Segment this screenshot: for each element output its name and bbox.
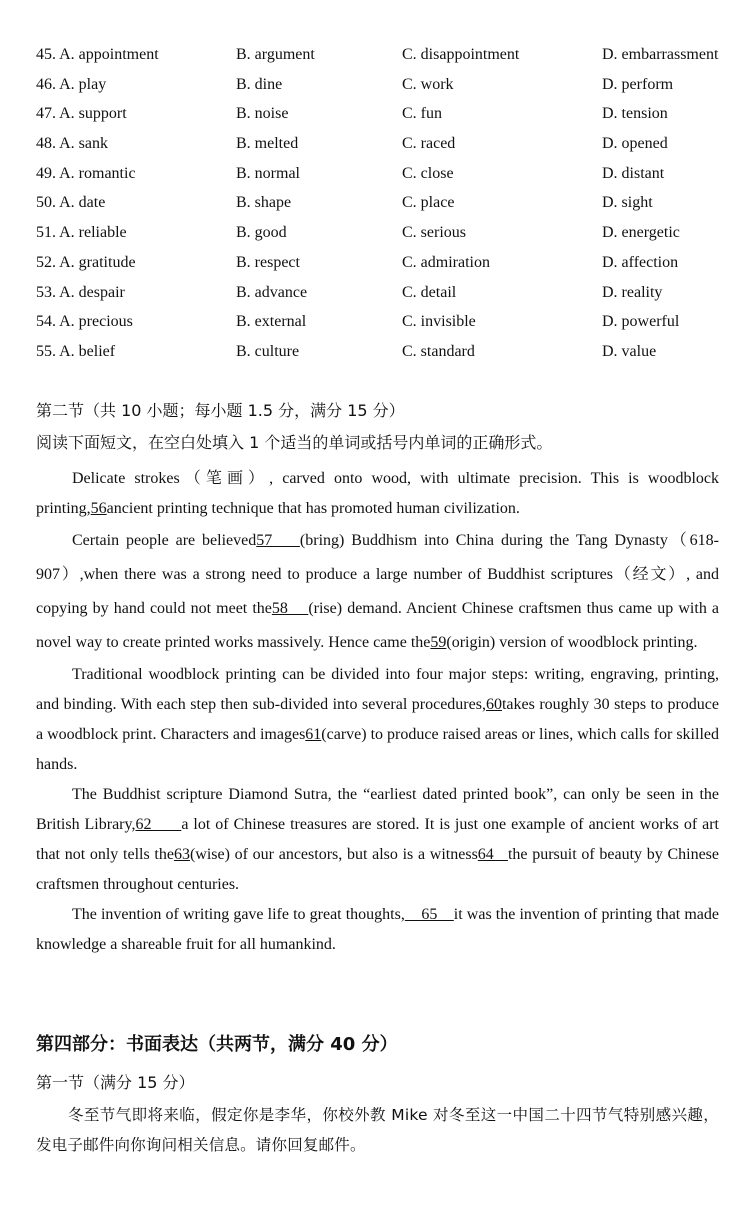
option-d: D. sight	[602, 194, 653, 212]
option-d: D. energetic	[602, 224, 680, 242]
passage-text: The invention of writing gave life to great thoughts,	[72, 906, 405, 923]
option-row-54	[36, 307, 736, 337]
option-c: C. work	[402, 75, 454, 93]
part-heading: 第四部分：书面表达（共两节，满分 40 分）	[36, 1034, 398, 1055]
option-row-47	[36, 99, 736, 129]
blank-56: 56	[90, 500, 107, 517]
blank-58: 58	[271, 600, 309, 617]
passage-text: ancient printing technique that has promoted human civilization.	[106, 500, 520, 517]
passage-text: (origin) version of woodblock printing.	[446, 634, 698, 651]
blank-61: 61	[305, 726, 322, 743]
option-a: 54. A. precious	[36, 313, 133, 331]
option-c: C. standard	[402, 342, 475, 360]
passage-text: (rise) demand. Ancient Chinese craftsmen thus came up with a novel way to create printed works massively. Hence came the	[36, 600, 720, 651]
option-d: D. value	[602, 342, 657, 360]
option-row-49	[36, 159, 736, 189]
option-c: C. fun	[402, 105, 442, 123]
option-c: C. raced	[402, 135, 456, 153]
passage-text: the pursuit of beauty by Chinese craftsmen throughout centuries.	[36, 846, 720, 893]
option-b: B. external	[236, 313, 307, 331]
option-c: C. admiration	[402, 253, 490, 271]
passage-text: Delicate strokes（笔画）, carved onto wood, with ultimate precision. This is woodblock printing,	[36, 470, 719, 517]
option-row-53	[36, 278, 736, 308]
option-b: B. melted	[236, 135, 299, 153]
option-c: C. serious	[402, 224, 466, 242]
paragraph-5	[36, 900, 719, 960]
passage-text: takes roughly 30 steps to produce a woodblock print. Characters and images	[36, 696, 720, 743]
option-c: C. detail	[402, 283, 457, 301]
option-b: B. culture	[236, 342, 300, 360]
option-b: B. shape	[236, 194, 292, 212]
option-b: B. noise	[236, 105, 289, 123]
passage-text: The Buddhist scripture Diamond Sutra, the “earliest dated printed book”, can only be seen in the British Library,	[36, 786, 719, 833]
section-heading: 第二节（共 10 小题；每小题 1.5 分，满分 15 分）	[36, 401, 405, 420]
option-b: B. advance	[236, 283, 308, 301]
option-row-48	[36, 129, 736, 159]
option-b: B. argument	[236, 46, 315, 63]
section-instruction: 阅读下面短文，在空白处填入 1 个适当的单词或括号内单词的正确形式。	[36, 433, 553, 452]
option-d: D. reality	[602, 283, 663, 301]
option-d: D. affection	[602, 253, 679, 271]
option-a: 53. A. despair	[36, 283, 125, 301]
option-d: D. opened	[602, 135, 668, 153]
passage-text: (carve) to produce raised areas or lines, which calls for skilled hands.	[36, 726, 719, 773]
option-d: D. distant	[602, 164, 665, 182]
option-a: 47. A. support	[36, 105, 127, 123]
blank-59: 59	[430, 634, 447, 651]
option-a: 55. A. belief	[36, 342, 116, 360]
option-d: D. embarrassment	[602, 46, 719, 63]
option-b: B. dine	[236, 75, 283, 93]
option-b: B. normal	[236, 164, 300, 182]
option-row-45	[36, 40, 736, 70]
blank-60: 60	[485, 696, 502, 713]
option-row-52	[36, 248, 736, 278]
passage-text: (bring) Buddhism into China during the Tang Dynasty（618-907）,when there was a strong need to produce a large number of Buddhist scriptures（经文）, and copying by hand could not meet the	[36, 532, 719, 617]
section-heading: 第一节（满分 15 分）	[36, 1073, 195, 1092]
option-b: B. good	[236, 224, 287, 242]
passage-text: (wise) of our ancestors, but also is a witness	[189, 846, 478, 863]
option-c: C. place	[402, 194, 455, 212]
option-d: D. tension	[602, 105, 668, 123]
option-a: 51. A. reliable	[36, 224, 127, 242]
paragraph-4	[36, 780, 719, 900]
option-row-50	[36, 188, 736, 218]
option-d: D. perform	[602, 75, 674, 93]
option-a: 50. A. date	[36, 194, 106, 212]
blank-62: 62	[135, 816, 182, 833]
option-row-51	[36, 218, 736, 248]
paragraph-3	[36, 660, 719, 780]
option-a: 52. A. gratitude	[36, 253, 136, 271]
passage	[36, 464, 719, 960]
passage-text: a lot of Chinese treasures are stored. It is just one example of ancient works of art that not only tells the	[36, 816, 720, 863]
option-a: 49. A. romantic	[36, 164, 136, 182]
blank-64: 64	[477, 846, 508, 863]
option-b: B. respect	[236, 253, 300, 271]
passage-text: Certain people are believed	[72, 532, 257, 549]
paragraph-1	[36, 464, 719, 524]
passage-text: it was the invention of printing that made knowledge a shareable fruit for all humankind.	[36, 906, 720, 953]
option-a: 45. A. appointment	[36, 46, 159, 63]
passage-text: Traditional woodblock printing can be divided into four major steps: writing, engraving, printing, and binding. With each step then sub-divided into several procedures,	[36, 666, 719, 713]
blank-65: 65	[404, 906, 454, 923]
option-d: D. powerful	[602, 313, 680, 331]
writing-task: 冬至节气即将来临，假定你是李华，你校外教 Mike 对冬至这一中国二十四节气特别感兴趣，发电子邮件向你询问相关信息。请你回复邮件。	[36, 1106, 719, 1154]
blank-63: 63	[173, 846, 190, 863]
option-c: C. disappointment	[402, 46, 520, 63]
option-c: C. invisible	[402, 313, 476, 331]
option-row-46	[36, 70, 736, 100]
paragraph-2	[36, 524, 719, 660]
option-row-55	[36, 337, 736, 367]
option-a: 46. A. play	[36, 75, 107, 93]
blank-57: 57	[256, 532, 300, 549]
option-c: C. close	[402, 164, 454, 182]
options-list	[36, 40, 736, 367]
option-a: 48. A. sank	[36, 135, 109, 153]
